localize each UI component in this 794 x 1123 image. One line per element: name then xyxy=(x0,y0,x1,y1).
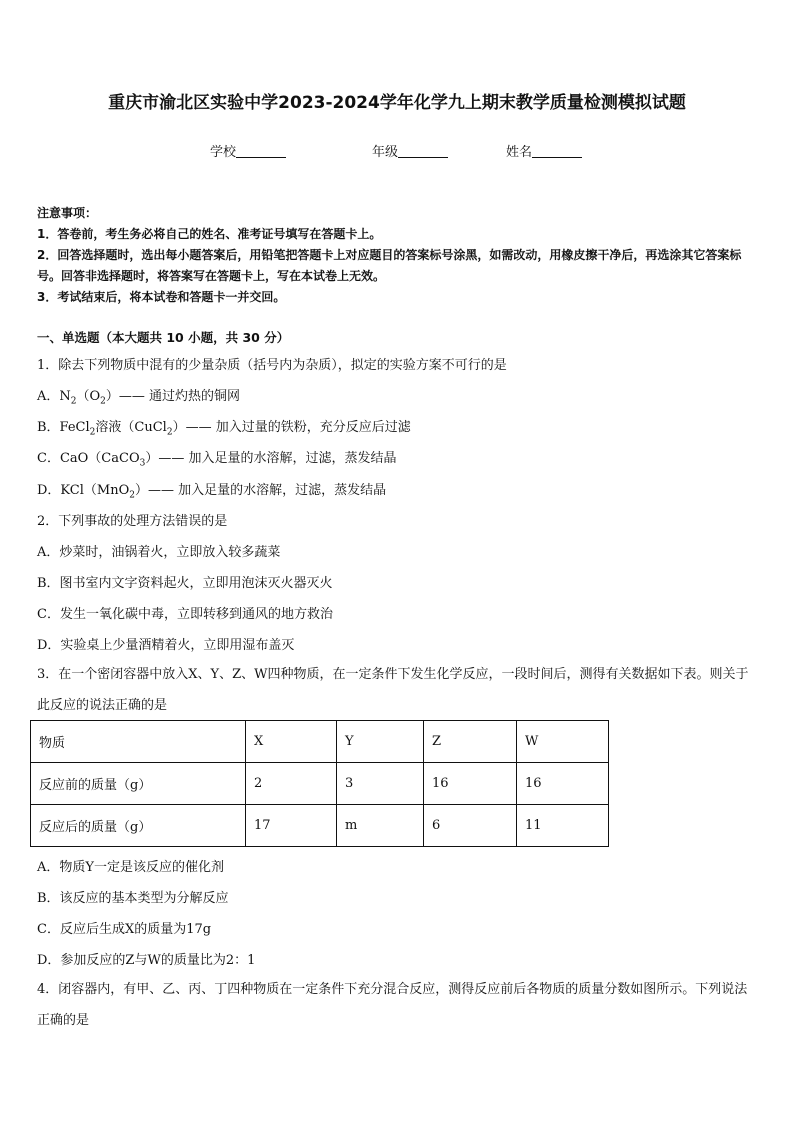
notes-block xyxy=(37,203,757,308)
notes-heading: 注意事项： xyxy=(37,206,98,220)
table-cell: X xyxy=(246,721,337,763)
q1-b-sub2: 2 xyxy=(166,427,173,438)
name-field[interactable] xyxy=(506,141,582,160)
table-header-row xyxy=(31,721,609,763)
q2-stem: 2．下列事故的处理方法错误的是 xyxy=(37,514,228,529)
exam-title: 重庆市渝北区实验中学2023-2024学年化学九上期末教学质量检测模拟试题 xyxy=(108,93,686,113)
school-field[interactable] xyxy=(210,141,286,160)
name-label: 姓名 xyxy=(506,145,533,160)
section-heading: 一、单选题（本大题共 10 小题，共 30 分） xyxy=(37,330,290,345)
q1-a-text: A．N xyxy=(37,389,71,404)
q1-b-text: B．FeCl xyxy=(37,420,90,435)
q3-stem: 3．在一个密闭容器中放入X、Y、Z、W四种物质，在一定条件下发生化学反应，一段时间后，测得有关数据如下表。则关于此反应的说法正确的是 xyxy=(37,667,749,713)
table-cell: 2 xyxy=(246,763,337,805)
q1-c-post: ）—— 加入足量的水溶解，过滤，蒸发结晶 xyxy=(145,451,397,466)
q3-option-c[interactable]: C．反应后生成X的质量为17g xyxy=(37,922,212,937)
q3-option-d[interactable]: D．参加反应的Z与W的质量比为2：1 xyxy=(37,953,256,968)
q1-b-post: ）—— 加入过量的铁粉，充分反应后过滤 xyxy=(172,420,411,435)
table-cell: m xyxy=(337,805,424,847)
q3-option-b[interactable]: B．该反应的基本类型为分解反应 xyxy=(37,891,229,906)
table-cell: Z xyxy=(424,721,517,763)
table-cell: 物质 xyxy=(31,721,246,763)
q1-a-sub1: 2 xyxy=(70,396,77,407)
table-cell: 16 xyxy=(517,763,609,805)
q1-d-text: D．KCl（MnO xyxy=(37,483,130,498)
school-label: 学校 xyxy=(210,145,237,160)
grade-field[interactable] xyxy=(372,141,448,160)
q2-option-b[interactable]: B．图书室内文字资料起火，立即用泡沫灭火器灭火 xyxy=(37,576,333,591)
note-2: 2．回答选择题时，选出每小题答案后，用铅笔把答题卡上对应题目的答案标号涂黑，如需改动，用橡皮擦干净后，再选涂其它答案标号。回答非选择题时，将答案写在答题卡上，写在本试卷上无效。 xyxy=(37,248,742,283)
q1-a-sub2: 2 xyxy=(100,396,106,407)
q1-b-sub1: 2 xyxy=(89,427,96,438)
q4-stem: 4．闭容器内，有甲、乙、丙、丁四种物质在一定条件下充分混合反应，测得反应前后各物质的质量分数如图所示。下列说法正确的是 xyxy=(37,982,748,1028)
q1-option-a[interactable] xyxy=(37,385,759,407)
table-cell: 反应后的质量（g） xyxy=(31,805,246,847)
q2-option-c[interactable]: C．发生一氧化碳中毒，立即转移到通风的地方救治 xyxy=(37,607,333,622)
q1-option-b[interactable] xyxy=(37,416,759,438)
table-cell: 3 xyxy=(337,763,424,805)
q3-data-table xyxy=(30,720,609,847)
q3-option-a[interactable]: A．物质Y一定是该反应的催化剂 xyxy=(37,860,224,875)
table-row xyxy=(31,805,609,847)
table-cell: 17 xyxy=(246,805,337,847)
q1-a-post: ）—— 通过灼热的铜网 xyxy=(105,389,241,404)
q1-c-text: C．CaO（CaCO xyxy=(37,451,140,466)
table-cell: 反应前的质量（g） xyxy=(31,763,246,805)
grade-label: 年级 xyxy=(372,145,399,160)
table-cell: 16 xyxy=(424,763,517,805)
q1-option-c[interactable] xyxy=(37,447,759,469)
q1-option-d[interactable] xyxy=(37,479,759,501)
school-blank[interactable] xyxy=(236,144,286,158)
table-cell: W xyxy=(517,721,609,763)
q1-d-sub1: 2 xyxy=(129,490,135,501)
q2-option-d[interactable]: D．实验桌上少量酒精着火，立即用湿布盖灭 xyxy=(37,638,295,653)
q1-c-sub1: 3 xyxy=(139,458,146,469)
q1-stem: 1．除去下列物质中混有的少量杂质（括号内为杂质），拟定的实验方案不可行的是 xyxy=(37,358,507,373)
q2-option-a[interactable]: A．炒菜时，油锅着火，立即放入较多蔬菜 xyxy=(37,545,281,560)
table-row xyxy=(31,763,609,805)
grade-blank[interactable] xyxy=(398,144,448,158)
table-cell: 6 xyxy=(424,805,517,847)
q1-a-mid: （O xyxy=(76,389,101,404)
q1-d-post: ）—— 加入足量的水溶解，过滤，蒸发结晶 xyxy=(134,483,387,498)
note-1: 1．答卷前，考生务必将自己的姓名、准考证号填写在答题卡上。 xyxy=(37,227,382,241)
table-cell: Y xyxy=(337,721,424,763)
note-3: 3．考试结束后，将本试卷和答题卡一并交回。 xyxy=(37,290,286,304)
name-blank[interactable] xyxy=(532,144,582,158)
table-cell: 11 xyxy=(517,805,609,847)
q1-b-mid: 溶液（CuCl xyxy=(95,420,167,435)
